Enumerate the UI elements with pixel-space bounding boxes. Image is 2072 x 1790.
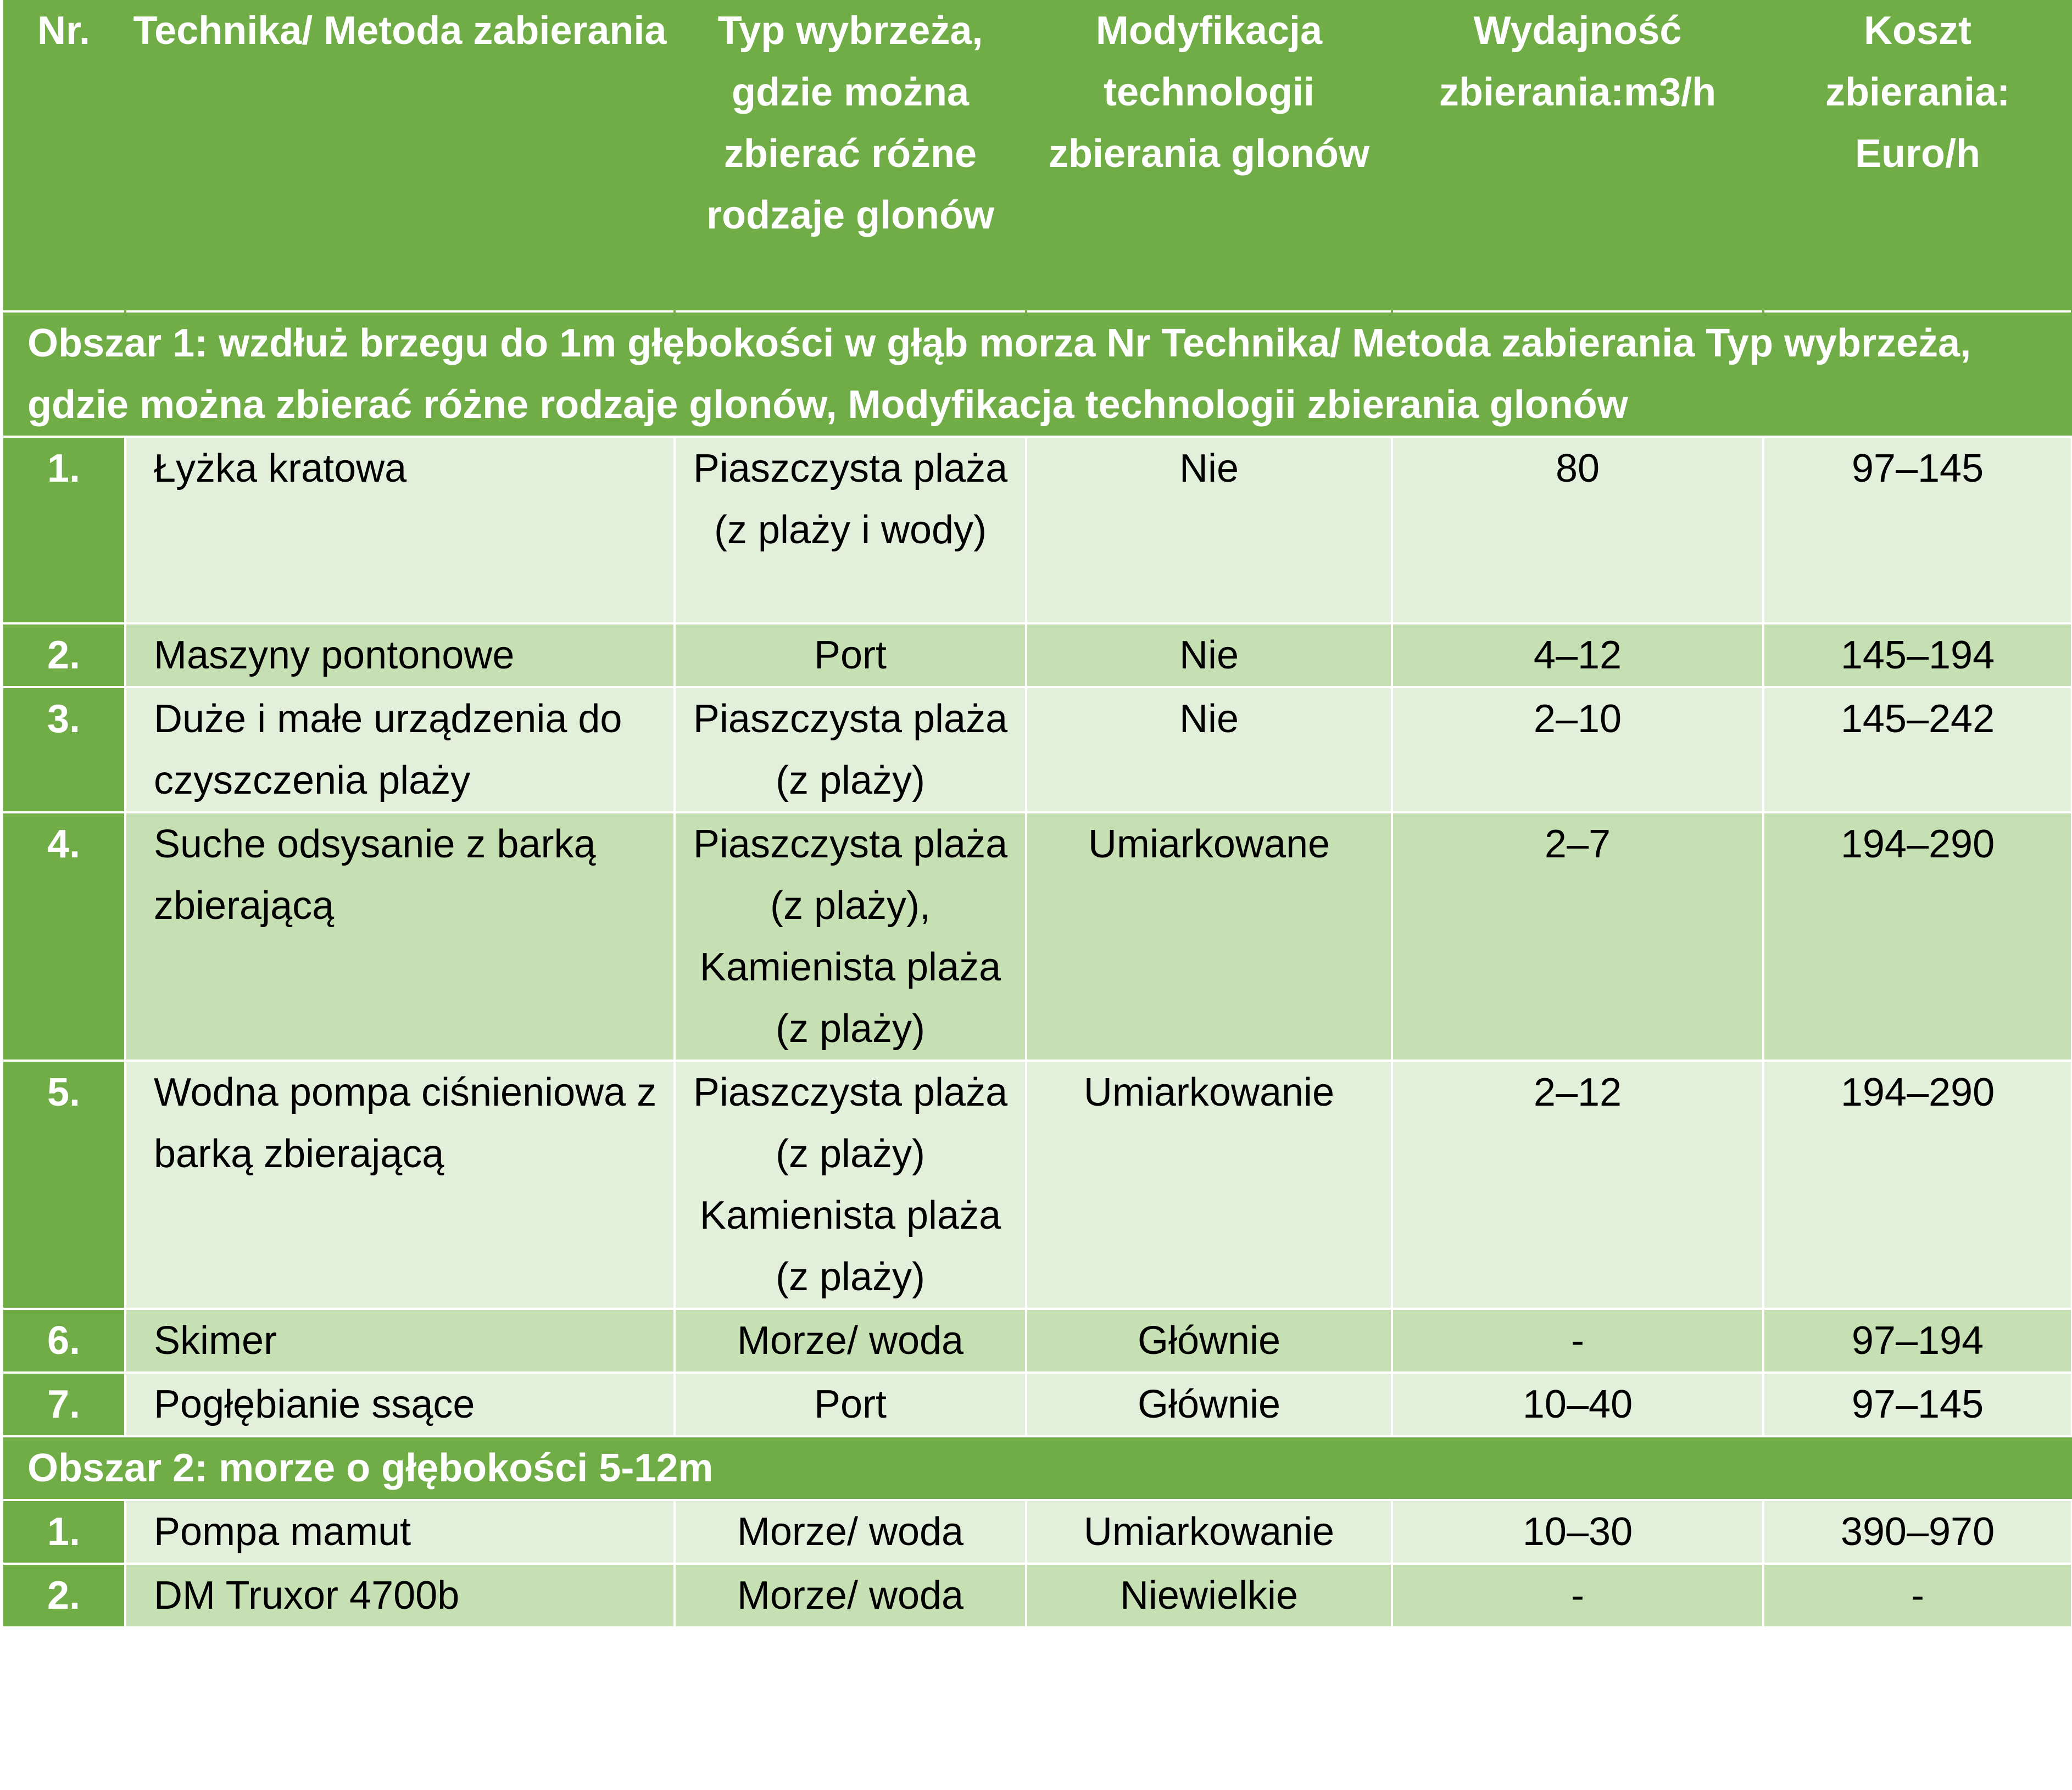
table-row <box>3 687 2072 812</box>
row-method: Skimer <box>125 1309 675 1373</box>
header-method: Technika/ Metoda zabierania <box>125 0 675 311</box>
section-row-area-2 <box>3 1436 2072 1500</box>
table-row <box>3 437 2072 623</box>
row-method: Duże i małe urządzenia do czyszczenia plaży <box>125 687 675 812</box>
table-row <box>3 1564 2072 1627</box>
header-efficiency: Wydajność zbierania:m3/h <box>1392 0 1763 311</box>
table-row <box>3 1061 2072 1309</box>
seaweed-harvesting-table <box>3 0 2072 1629</box>
row-nr: 2. <box>3 623 125 687</box>
row-method: Pogłębianie ssące <box>125 1373 675 1436</box>
row-cost: - <box>1763 1564 2072 1627</box>
table-row <box>3 1500 2072 1564</box>
row-method: DM Truxor 4700b <box>125 1564 675 1627</box>
row-modification: Nie <box>1026 623 1392 687</box>
row-cost: 97–145 <box>1763 1373 2072 1436</box>
row-coast-type: Port <box>675 623 1026 687</box>
table-row <box>3 1373 2072 1436</box>
table-row <box>3 623 2072 687</box>
row-method: Łyżka kratowa <box>125 437 675 623</box>
row-cost: 97–194 <box>1763 1309 2072 1373</box>
row-method: Suche odsysanie z barką zbierającą <box>125 812 675 1061</box>
row-coast-type: Morze/ woda <box>675 1309 1026 1373</box>
section-row-area-1 <box>3 311 2072 437</box>
table-row <box>3 1309 2072 1373</box>
row-coast-type: Piaszczysta plaża (z plaży) <box>675 687 1026 812</box>
row-coast-type: Morze/ woda <box>675 1564 1026 1627</box>
row-efficiency: 2–7 <box>1392 812 1763 1061</box>
row-method: Wodna pompa ciśnieniowa z barką zbierającą <box>125 1061 675 1309</box>
section-title: Obszar 1: wzdłuż brzegu do 1m głębokości w głąb morza Nr Technika/ Metoda zabierania Typ wybrzeża, gdzie można zbierać różne rodzaje glonów, Modyfikacja technologii zbierania glonów <box>3 311 2072 437</box>
row-nr: 2. <box>3 1564 125 1627</box>
row-nr: 1. <box>3 1500 125 1564</box>
row-nr: 5. <box>3 1061 125 1309</box>
header-nr: Nr. <box>3 0 125 311</box>
row-efficiency: 10–30 <box>1392 1500 1763 1564</box>
table-row <box>3 812 2072 1061</box>
row-cost: 145–242 <box>1763 687 2072 812</box>
row-coast-type: Piaszczysta plaża (z plaży) Kamienista plaża (z plaży) <box>675 1061 1026 1309</box>
row-cost: 390–970 <box>1763 1500 2072 1564</box>
row-nr: 3. <box>3 687 125 812</box>
row-coast-type: Morze/ woda <box>675 1500 1026 1564</box>
row-method: Maszyny pontonowe <box>125 623 675 687</box>
row-modification: Głównie <box>1026 1309 1392 1373</box>
header-modification: Modyfikacja technologii zbierania glonów <box>1026 0 1392 311</box>
row-coast-type: Port <box>675 1373 1026 1436</box>
row-nr: 4. <box>3 812 125 1061</box>
row-nr: 1. <box>3 437 125 623</box>
row-efficiency: 10–40 <box>1392 1373 1763 1436</box>
row-efficiency: - <box>1392 1564 1763 1627</box>
row-modification: Nie <box>1026 687 1392 812</box>
row-coast-type: Piaszczysta plaża (z plaży i wody) <box>675 437 1026 623</box>
header-coast-type: Typ wybrzeża, gdzie można zbierać różne rodzaje glonów <box>675 0 1026 311</box>
row-efficiency: - <box>1392 1309 1763 1373</box>
row-cost: 145–194 <box>1763 623 2072 687</box>
row-efficiency: 4–12 <box>1392 623 1763 687</box>
table-header-row <box>3 0 2072 311</box>
row-modification: Głównie <box>1026 1373 1392 1436</box>
row-modification: Umiarkowanie <box>1026 1061 1392 1309</box>
row-nr: 6. <box>3 1309 125 1373</box>
row-nr: 7. <box>3 1373 125 1436</box>
row-cost: 194–290 <box>1763 812 2072 1061</box>
row-efficiency: 2–12 <box>1392 1061 1763 1309</box>
row-modification: Nie <box>1026 437 1392 623</box>
section-title: Obszar 2: morze o głębokości 5-12m <box>3 1436 2072 1500</box>
row-coast-type: Piaszczysta plaża (z plaży), Kamienista plaża (z plaży) <box>675 812 1026 1061</box>
row-cost: 194–290 <box>1763 1061 2072 1309</box>
row-modification: Niewielkie <box>1026 1564 1392 1627</box>
row-modification: Umiarkowane <box>1026 812 1392 1061</box>
header-cost: Koszt zbierania: Euro/h <box>1763 0 2072 311</box>
row-efficiency: 80 <box>1392 437 1763 623</box>
row-cost: 97–145 <box>1763 437 2072 623</box>
row-modification: Umiarkowanie <box>1026 1500 1392 1564</box>
row-efficiency: 2–10 <box>1392 687 1763 812</box>
row-method: Pompa mamut <box>125 1500 675 1564</box>
